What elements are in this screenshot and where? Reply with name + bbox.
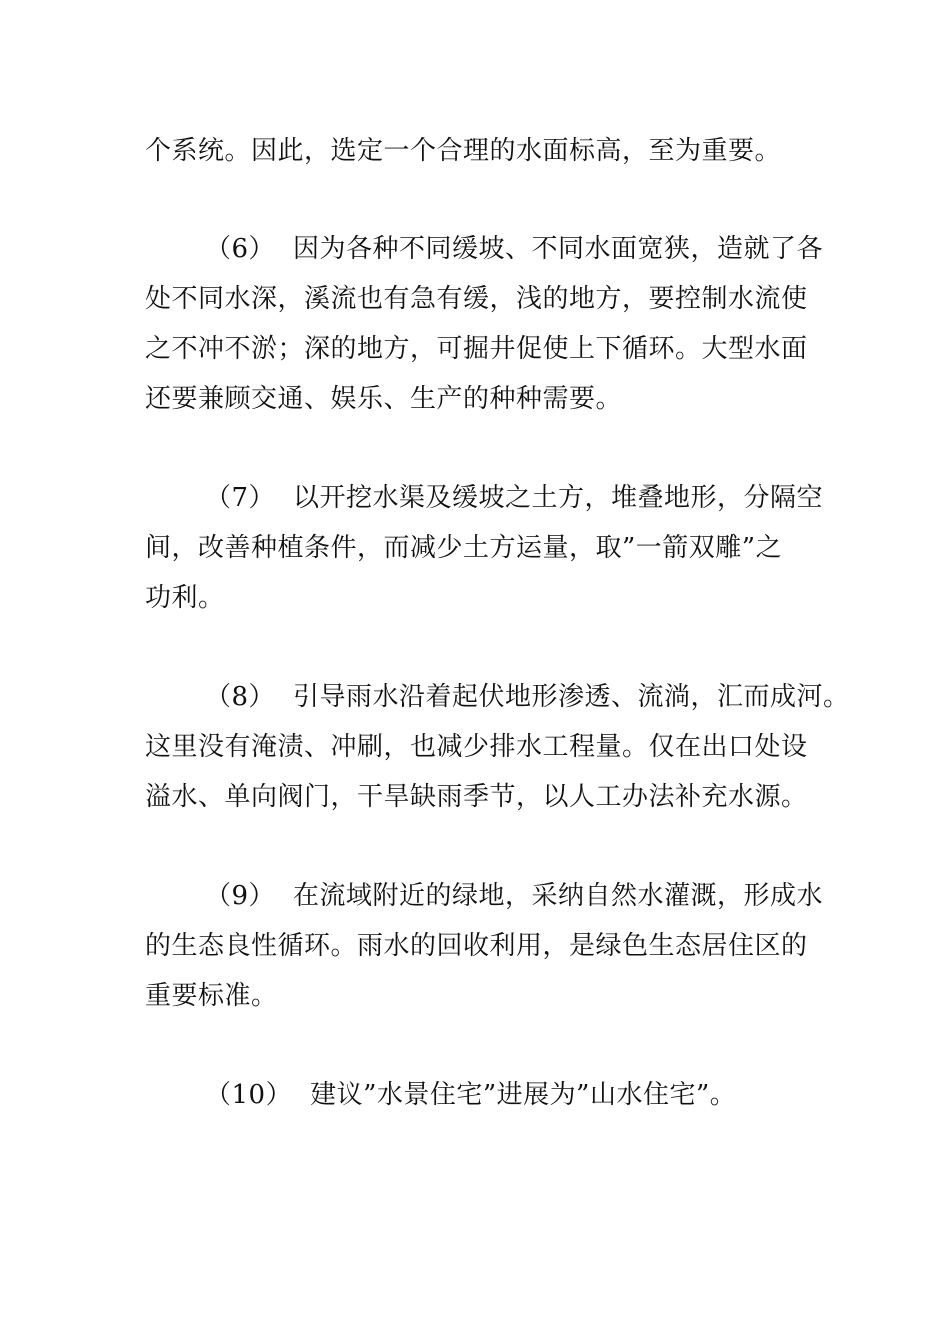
paragraph-6-line-2: 处不同水深，溪流也有急有缓，浅的地方，要控制水流使: [145, 284, 808, 314]
paragraph-7-text: 以开挖水渠及缓坡之土方，堆叠地形，分隔空: [293, 483, 824, 513]
paragraph-7-number: （7）: [205, 483, 276, 513]
paragraph-7-line-3: 功利。: [145, 583, 225, 613]
paragraph-6-line-3: 之不冲不淤；深的地方，可掘井促使上下循环。大型水面: [145, 334, 808, 364]
paragraph-10-number: （10）: [205, 1080, 293, 1110]
paragraph-6-line-4: 还要兼顾交通、娱乐、生产的种种需要。: [145, 384, 623, 414]
paragraph-9-line-2: 的生态良性循环。雨水的回收利用，是绿色生态居住区的: [145, 931, 808, 961]
paragraph-8-text: 引导雨水沿着起伏地形渗透、流淌，汇而成河。: [293, 682, 850, 712]
paragraph-9-text: 在流域附近的绿地，采纳自然水灌溉，形成水: [293, 881, 824, 911]
paragraph-8-number: （8）: [205, 682, 276, 712]
paragraph-9-number: （9）: [205, 881, 276, 911]
paragraph-9-line-3: 重要标准。: [145, 981, 278, 1011]
paragraph-8-line-3: 溢水、单向阀门，干旱缺雨季节，以人工办法补充水源。: [145, 782, 808, 812]
paragraph-8-line-1: [205, 682, 850, 712]
paragraph-8-line-2: 这里没有淹渍、冲刷，也减少排水工程量。仅在出口处设: [145, 732, 808, 762]
intro-line: 个系统。因此，选定一个合理的水面标高，至为重要。: [145, 136, 782, 166]
paragraph-7-line-1: [205, 483, 823, 513]
paragraph-6-text: 因为各种不同缓坡、不同水面宽狭，造就了各: [293, 234, 824, 264]
paragraph-10-line-1: [205, 1080, 736, 1110]
paragraph-6-line-1: [205, 234, 823, 264]
paragraph-10-text: 建议”水景住宅”进展为”山水住宅”。: [310, 1080, 737, 1110]
paragraph-6-number: （6）: [205, 234, 276, 264]
paragraph-7-line-2: 间，改善种植条件，而减少土方运量，取”一箭双雕”之: [145, 533, 783, 563]
paragraph-9-line-1: [205, 881, 823, 911]
